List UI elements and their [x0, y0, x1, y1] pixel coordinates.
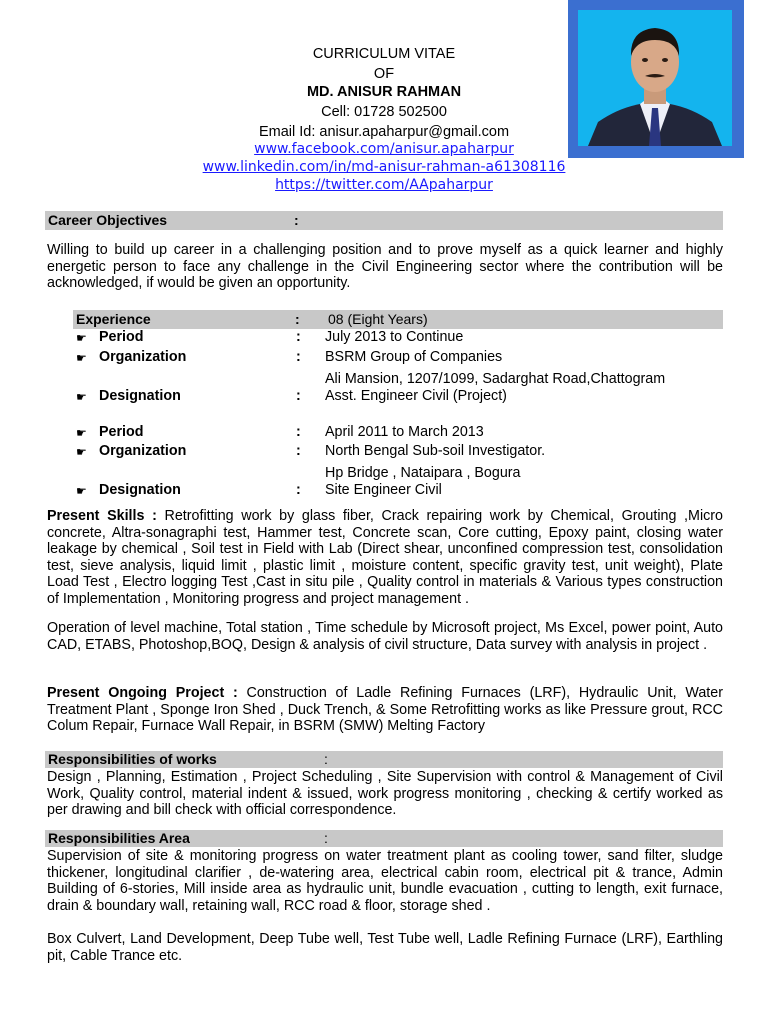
- present-skills-text: Retrofitting work by glass fiber, Crack repairing work by Chemical, Grouting ,Micro concrete, Altra-sonagraphi test, Hammer test, Concrete scan, Core cutting, Epoxy paint, closing water leakage by chemical , Soil test in Field with Lab (Direct shear, unconfined compression test, consolidation test, sieve analysis, liquid limit , plastic limit , moisture content, specific gravity test, unit weight), Plate Load Test , Electro logging Test ,Cast in situ pile , Quality control in materials & Various types construction of Implementation , Monitoring progress and project management .: [47, 508, 723, 607]
- facebook-link[interactable]: www.facebook.com/anisur.apaharpur: [254, 141, 514, 157]
- pointing-hand-icon: ☛: [76, 331, 87, 345]
- entry-colon: :: [296, 349, 301, 365]
- responsibilities-works-text: Design , Planning, Estimation , Project Scheduling , Site Supervision with control & Management of Civil Work, Quality control, material indent & issued, work progress monitoring , checking & certify worked as per drawing and bill check with official correspondence.: [47, 769, 723, 819]
- software-skills-text: Operation of level machine, Total station , Time schedule by Microsoft project, Ms Excel, power point, Auto CAD, ETABS, Photoshop,BOQ, Design & analysis of civil structure, Data survey with analysis in project .: [47, 620, 723, 653]
- entry-label-designation: Designation: [99, 482, 181, 498]
- entry-value-designation: Site Engineer Civil: [325, 482, 442, 498]
- entry-label-organization: Organization: [99, 443, 187, 459]
- present-skills-label: Present Skills :: [47, 508, 157, 524]
- entry-colon: :: [296, 443, 301, 459]
- career-objectives-bar: [45, 211, 723, 230]
- experience-colon: :: [295, 311, 300, 327]
- entry-value-organization: North Bengal Sub-soil Investigator.: [325, 443, 546, 459]
- entry-label-period: Period: [99, 329, 144, 345]
- experience-heading: Experience: [76, 311, 151, 327]
- entry-colon: :: [296, 388, 301, 404]
- pointing-hand-icon: ☛: [76, 351, 87, 365]
- ongoing-project-label: Present Ongoing Project :: [47, 685, 238, 701]
- responsibilities-works-bar: [45, 751, 723, 768]
- candidate-name: MD. ANISUR RAHMAN: [306, 84, 462, 100]
- entry-label-period: Period: [99, 424, 144, 440]
- pointing-hand-icon: ☛: [76, 445, 87, 459]
- present-skills: [47, 508, 723, 608]
- entry-label-organization: Organization: [99, 349, 187, 365]
- entry-value-period: April 2011 to March 2013: [325, 424, 484, 440]
- responsibilities-works-colon: :: [324, 751, 328, 767]
- career-objectives-colon: :: [294, 212, 299, 228]
- pointing-hand-icon: ☛: [76, 390, 87, 404]
- entry-colon: :: [296, 329, 301, 345]
- entry-value-organization: BSRM Group of Companies: [325, 349, 503, 365]
- linkedin-link[interactable]: www.linkedin.com/in/md-anisur-rahman-a61308116: [202, 159, 566, 175]
- pointing-hand-icon: ☛: [76, 426, 87, 440]
- responsibilities-area-text: Supervision of site & monitoring progress on water treatment plant as cooling tower, sand filter, sludge thickener, longitudinal clarifier , de-watering area, electrical cabin room, electrical pit & trance, Admin Building of 6-stories, Mill inside area as hydraulic unit, bundle evacuation , cutting to length, exit furnace, drain & boundary wall, retaining wall, RCC road & floor, storage shed .: [47, 848, 723, 914]
- cv-title-of: OF: [373, 66, 395, 82]
- responsibilities-area-heading: Responsibilities Area: [48, 830, 190, 846]
- responsibilities-area-text-2: Box Culvert, Land Development, Deep Tube well, Test Tube well, Ladle Refining Furnace (LRF), Earthling pit, Cable Trance etc.: [47, 931, 723, 964]
- entry-organization-address: Ali Mansion, 1207/1099, Sadarghat Road,Chattogram: [325, 371, 666, 387]
- experience-years: 08 (Eight Years): [328, 311, 428, 327]
- cell-number: Cell: 01728 502500: [321, 104, 447, 120]
- twitter-link[interactable]: https://twitter.com/AApaharpur: [275, 177, 493, 193]
- ongoing-project: [47, 685, 723, 735]
- entry-colon: :: [296, 424, 301, 440]
- pointing-hand-icon: ☛: [76, 484, 87, 498]
- entry-value-designation: Asst. Engineer Civil (Project): [325, 388, 507, 404]
- entry-organization-address: Hp Bridge , Nataipara , Bogura: [325, 465, 521, 481]
- entry-colon: :: [296, 482, 301, 498]
- ongoing-project-text: Construction of Ladle Refining Furnaces (LRF), Hydraulic Unit, Water Treatment Plant , Sponge Iron Shed , Duck Trench, & Some Retrofitting works as like Pressure grout, RCC Colum Repair, Furnace Wall Repair, in BSRM (SMW) Melting Factory: [47, 685, 723, 735]
- email-address: Email Id: anisur.apaharpur@gmail.com: [258, 124, 510, 140]
- entry-value-period: July 2013 to Continue: [325, 329, 464, 345]
- responsibilities-area-bar: [45, 830, 723, 847]
- responsibilities-area-colon: :: [324, 830, 328, 846]
- responsibilities-works-heading: Responsibilities of works: [48, 751, 217, 767]
- career-objectives-text: Willing to build up career in a challenging position and to prove myself as a quick learner and highly energetic person to face any challenge in the Civil Engineering sector where the contribution will be acknowledged, if would be given an opportunity.: [47, 242, 723, 292]
- entry-label-designation: Designation: [99, 388, 181, 404]
- cv-title: CURRICULUM VITAE: [312, 46, 456, 62]
- experience-bar: [73, 310, 723, 329]
- career-objectives-heading: Career Objectives: [48, 212, 168, 228]
